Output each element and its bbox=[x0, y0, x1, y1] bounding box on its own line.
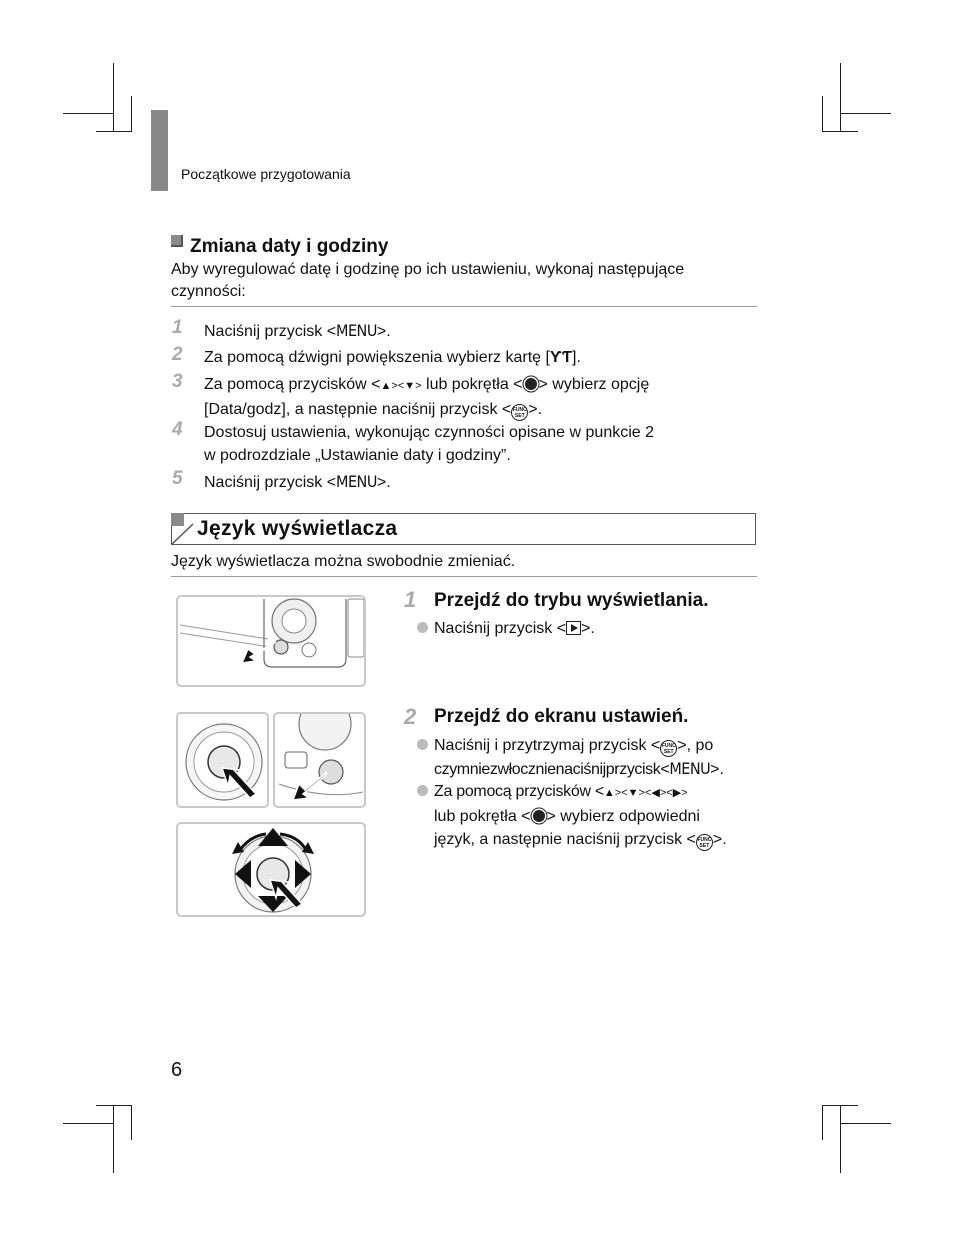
menu-button-icon: MENU bbox=[336, 472, 377, 491]
step-title: Przejdź do ekranu ustawień. bbox=[434, 706, 689, 727]
step-number: 1 bbox=[404, 587, 417, 612]
func-set-icon: FUNC SET bbox=[511, 404, 528, 421]
bullet bbox=[417, 622, 428, 633]
page-number: 6 bbox=[171, 1059, 183, 1081]
menu-button-icon: MENU bbox=[336, 321, 377, 340]
bullet bbox=[417, 739, 428, 750]
bullet bbox=[417, 785, 428, 796]
divider bbox=[171, 306, 757, 307]
func-set-icon: FUNC SET bbox=[660, 740, 677, 757]
illustration-menu-button bbox=[273, 712, 366, 808]
step-text: Naciśnij przycisk < >. bbox=[434, 620, 595, 637]
step-number: 2 bbox=[172, 344, 183, 365]
step-text: Naciśnij i przytrzymaj przycisk < FUNC SET >, po czymniezwłocznienaciśnijprzycisk<MENU>. bbox=[434, 737, 724, 778]
four-arrows-icon: ▲><▼><◀><▶> bbox=[603, 787, 688, 799]
chapter-tab bbox=[151, 110, 168, 191]
section-marker-icon bbox=[171, 235, 183, 247]
step-text: Dostosuj ustawienia, wykonując czynności opisane w punkcie 2 w podrozdziale „Ustawianie daty i godziny”. bbox=[204, 424, 655, 464]
illustration-playback-button bbox=[176, 595, 366, 687]
running-title: Początkowe przygotowania bbox=[181, 166, 351, 182]
step-number: 4 bbox=[172, 419, 183, 440]
func-set-icon: FUNC SET bbox=[696, 834, 713, 851]
step-title: Przejdź do trybu wyświetlania. bbox=[434, 590, 709, 611]
step-number: 2 bbox=[404, 704, 417, 729]
playback-button-icon bbox=[566, 621, 581, 635]
menu-button-icon: MENU bbox=[669, 759, 711, 778]
divider bbox=[171, 576, 757, 577]
illustration-func-set-button bbox=[176, 712, 269, 808]
step-text: Za pomocą przycisków <▲><▼><◀><▶> lub pokrętła < > wybierz odpowiedni język, a następnie naciśnij przycisk < FUNC SET >. bbox=[434, 783, 727, 849]
section-title-language: Język wyświetlacza bbox=[197, 517, 398, 540]
step-text: Naciśnij przycisk <MENU>. bbox=[204, 472, 391, 491]
illustration-control-dial bbox=[176, 822, 366, 917]
section-title-box bbox=[171, 513, 756, 545]
tools-tab-icon: ƳƬ bbox=[549, 349, 573, 366]
section-intro-date: Aby wyregulować datę i godzinę po ich ustawieniu, wykonaj następujące czynności: bbox=[171, 261, 685, 300]
step-number: 1 bbox=[172, 317, 183, 338]
section-intro-language: Język wyświetlacza można swobodnie zmieniać. bbox=[171, 553, 516, 570]
section-marker-icon bbox=[171, 513, 195, 545]
up-down-arrows-icon: ▲><▼> bbox=[380, 380, 422, 392]
control-dial-icon bbox=[525, 378, 537, 390]
section-title-date: Zmiana daty i godziny bbox=[190, 236, 389, 257]
step-number: 3 bbox=[172, 371, 183, 392]
step-number: 5 bbox=[172, 468, 183, 489]
step-text: Za pomocą przycisków <▲><▼> lub pokrętła < > wybierz opcję [Data/godz], a następnie naciśnij przycisk < FUNC SET >. bbox=[204, 376, 650, 419]
step-text: Naciśnij przycisk <MENU>. bbox=[204, 321, 391, 340]
step-text: Za pomocą dźwigni powiększenia wybierz kartę [ƳƬ]. bbox=[204, 349, 581, 366]
control-dial-icon bbox=[533, 810, 545, 822]
